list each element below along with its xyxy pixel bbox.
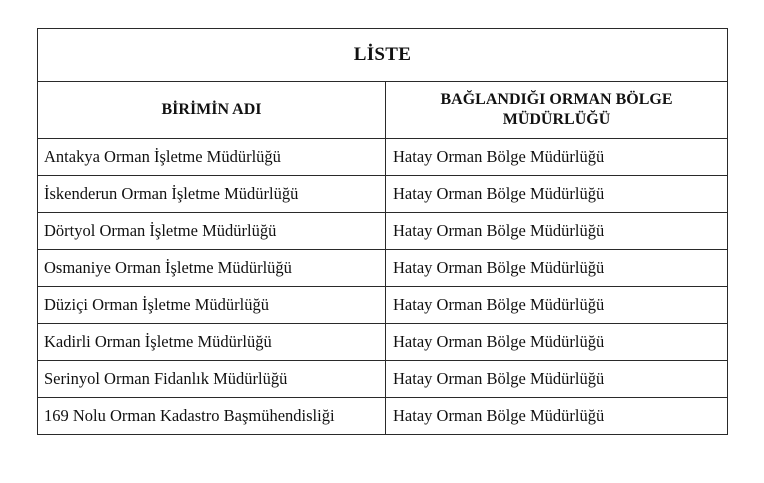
regional-directorate-cell: Hatay Orman Bölge Müdürlüğü <box>386 176 728 213</box>
regional-directorate-cell: Hatay Orman Bölge Müdürlüğü <box>386 398 728 435</box>
regional-directorate-cell: Hatay Orman Bölge Müdürlüğü <box>386 250 728 287</box>
unit-name-cell: Kadirli Orman İşletme Müdürlüğü <box>38 324 386 361</box>
unit-name-cell: Dörtyol Orman İşletme Müdürlüğü <box>38 213 386 250</box>
unit-name-cell: Osmaniye Orman İşletme Müdürlüğü <box>38 250 386 287</box>
unit-name-cell: Serinyol Orman Fidanlık Müdürlüğü <box>38 361 386 398</box>
unit-name-cell: Düziçi Orman İşletme Müdürlüğü <box>38 287 386 324</box>
table-row <box>38 361 728 398</box>
unit-name-cell: 169 Nolu Orman Kadastro Başmühendisliği <box>38 398 386 435</box>
header-row <box>38 82 728 139</box>
column-header-unit-name: BİRİMİN ADI <box>38 82 386 139</box>
regional-directorate-cell: Hatay Orman Bölge Müdürlüğü <box>386 324 728 361</box>
regional-directorate-cell: Hatay Orman Bölge Müdürlüğü <box>386 139 728 176</box>
table-row <box>38 398 728 435</box>
table-row <box>38 213 728 250</box>
table-row <box>38 287 728 324</box>
table-row <box>38 139 728 176</box>
table-row <box>38 176 728 213</box>
unit-name-cell: Antakya Orman İşletme Müdürlüğü <box>38 139 386 176</box>
title-row <box>38 29 728 82</box>
regional-directorate-cell: Hatay Orman Bölge Müdürlüğü <box>386 287 728 324</box>
table-title: LİSTE <box>38 29 728 82</box>
column-header-regional-directorate-text: BAĞLANDIĞI ORMAN BÖLGE MÜDÜRLÜĞÜ <box>440 91 673 128</box>
table-row <box>38 250 728 287</box>
table-row <box>38 324 728 361</box>
column-header-regional-directorate <box>386 82 728 139</box>
unit-list-table <box>37 28 728 435</box>
unit-name-cell: İskenderun Orman İşletme Müdürlüğü <box>38 176 386 213</box>
regional-directorate-cell: Hatay Orman Bölge Müdürlüğü <box>386 213 728 250</box>
regional-directorate-cell: Hatay Orman Bölge Müdürlüğü <box>386 361 728 398</box>
